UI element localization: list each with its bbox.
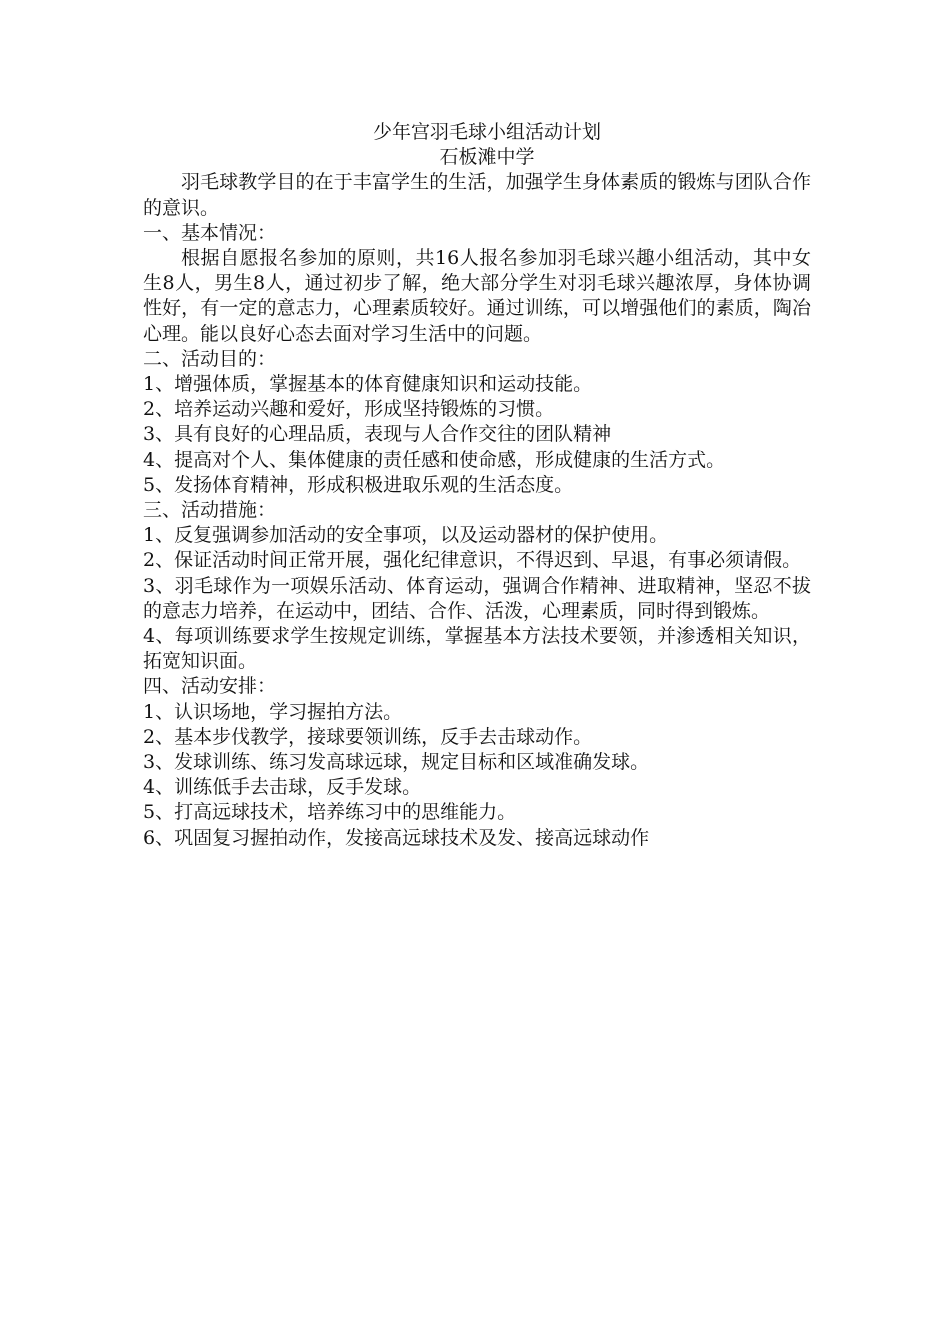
list-item: 1、增强体质，掌握基本的体育健康知识和运动技能。 [143, 373, 593, 396]
list-item: 4、训练低手去击球，反手发球。 [143, 776, 422, 799]
list-item: 1、认识场地，学习握拍方法。 [143, 700, 403, 723]
section-heading: 四、活动安排： [143, 675, 277, 698]
list-item: 3、发球训练、练习发高球远球，规定目标和区域准确发球。 [143, 751, 650, 774]
list-item: 2、基本步伐教学，接球要领训练，反手去击球动作。 [143, 725, 593, 748]
list-item: 6、巩固复习握拍动作，发接高远球技术及发、接高远球动作 [143, 826, 650, 849]
section-goals [143, 347, 811, 498]
section-paragraph: 根据自愿报名参加的原则，共16人报名参加羽毛球兴趣小组活动，其中女生8人，男生8人，通过初步了解，绝大部分学生对羽毛球兴趣浓厚，身体协调性好，有一定的意志力，心理素质较好。通过训练，可以增强他们的素质，陶冶心理。能以良好心态去面对学习生活中的问题。 [143, 247, 811, 345]
schedule-list [143, 700, 811, 851]
intro-paragraph: 羽毛球教学目的在于丰富学生的生活，加强学生身体素质的锻炼与团队合作的意识。 [143, 171, 811, 219]
list-item: 2、保证活动时间正常开展，强化纪律意识，不得迟到、早退，有事必须请假。 [143, 549, 802, 572]
document-page [143, 120, 811, 851]
list-item: 5、发扬体育精神，形成积极进取乐观的生活态度。 [143, 473, 574, 496]
list-item: 4、每项训练要求学生按规定训练，掌握基本方法技术要领，并渗透相关知识，拓宽知识面。 [143, 625, 811, 673]
list-item: 3、具有良好的心理品质，表现与人合作交往的团队精神 [143, 423, 612, 446]
goals-list [143, 372, 811, 498]
section-schedule [143, 674, 811, 850]
section-heading: 一、基本情况： [143, 221, 277, 244]
list-item: 5、打高远球技术，培养练习中的思维能力。 [143, 801, 517, 824]
list-item: 4、提高对个人、集体健康的责任感和使命感，形成健康的生活方式。 [143, 448, 726, 471]
list-item: 2、培养运动兴趣和爱好，形成坚持锻炼的习惯。 [143, 398, 555, 421]
section-basic-info [143, 221, 811, 347]
measures-list [143, 523, 811, 674]
section-heading: 二、活动目的： [143, 347, 277, 370]
list-item: 3、羽毛球作为一项娱乐活动、体育运动，强调合作精神、进取精神，坚忍不拔的意志力培养，在运动中，团结、合作、活泼，心理素质，同时得到锻炼。 [143, 574, 811, 622]
document-title: 少年宫羽毛球小组活动计划 [372, 121, 601, 143]
list-item: 1、反复强调参加活动的安全事项，以及运动器材的保护使用。 [143, 524, 669, 547]
section-heading: 三、活动措施： [143, 499, 277, 522]
section-measures [143, 498, 811, 674]
school-name: 石板滩中学 [439, 146, 535, 169]
